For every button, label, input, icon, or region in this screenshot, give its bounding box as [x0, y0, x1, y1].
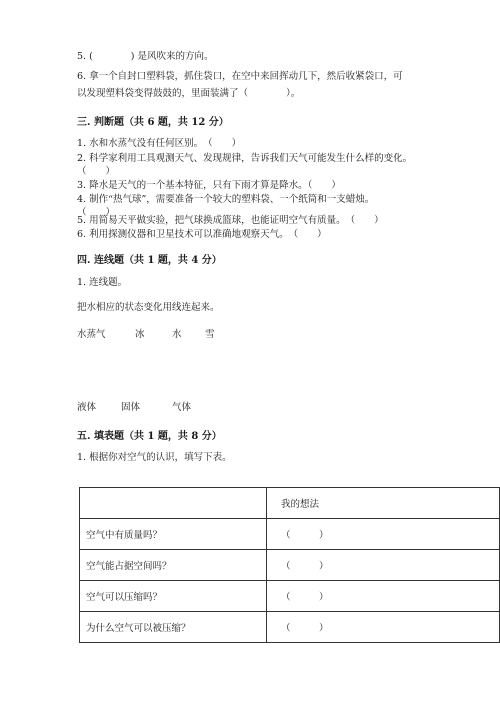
matching-instruction: 把水相应的状态变化用线连起来。	[77, 302, 220, 313]
table-question-cell: 空气可以压缩吗？	[80, 581, 267, 612]
table-answer-cell[interactable]: （ ）	[267, 519, 500, 550]
table-row	[80, 581, 500, 612]
table-row	[80, 612, 500, 643]
matching-top-item[interactable]: 水蒸气	[77, 329, 106, 340]
judge-2: 2. 科学家利用工具观测天气、发现规律，告诉我们天气可能发生什么样的变化。	[77, 153, 413, 164]
table-question-cell: 空气能占据空间吗？	[80, 550, 267, 581]
judge-4: 4. 制作“热气球”，需要准备一个较大的塑料袋、一个纸筒和一支蜡烛。	[77, 194, 375, 205]
fill-table-instruction: 1. 根据你对空气的认识，填写下表。	[77, 452, 232, 463]
q6-line-1: 6. 拿一个自封口塑料袋，抓住袋口，在空中来回挥动几下，然后收紧袋口，可	[77, 71, 403, 82]
matching-top-item[interactable]: 水	[172, 329, 182, 340]
matching-top-item[interactable]: 雪	[205, 329, 215, 340]
judge-2-paren: （ ）	[77, 166, 116, 177]
section-3-heading: 三. 判断题（共 6 题，共 12 分）	[77, 117, 229, 128]
table-question-cell: 空气中有质量吗？	[80, 519, 267, 550]
q5-line: 5. ( ) 是风吹来的方向。	[77, 51, 214, 62]
matching-bottom-item[interactable]: 液体	[77, 402, 97, 413]
matching-bottom-item[interactable]: 气体	[172, 402, 192, 413]
judge-5: 5. 用简易天平做实验，把气球换成篮球，也能证明空气有质量。 （ ）	[77, 215, 384, 226]
table-header-cell: 我的想法	[267, 488, 500, 519]
table-answer-cell[interactable]: （ ）	[267, 612, 500, 643]
q6-line-2: 以发现塑料袋变得鼓鼓的，里面装满了（ ）。	[77, 88, 301, 99]
matching-bottom-item[interactable]: 固体	[121, 402, 141, 413]
judge-4-paren: （ ）	[77, 207, 116, 218]
table-header-row	[80, 488, 500, 519]
section-4-heading: 四. 连线题（共 1 题，共 4 分）	[77, 255, 222, 266]
table-row	[80, 519, 500, 550]
air-knowledge-table	[79, 487, 500, 643]
table-answer-cell[interactable]: （ ）	[267, 581, 500, 612]
judge-6: 6. 利用探测仪器和卫星技术可以准确地观察天气。 （ ）	[77, 229, 327, 240]
table-answer-cell[interactable]: （ ）	[267, 550, 500, 581]
judge-3: 3. 降水是天气的一个基本特征，只有下雨才算是降水。（ ）	[77, 180, 341, 191]
table-question-cell: 为什么空气可以被压缩？	[80, 612, 267, 643]
section-5-heading: 五. 填表题（共 1 题，共 8 分）	[77, 431, 222, 442]
table-row	[80, 550, 500, 581]
table-header-empty-cell	[80, 488, 267, 519]
matching-top-item[interactable]: 冰	[135, 329, 145, 340]
matching-question: 1. 连线题。	[77, 277, 128, 288]
judge-1: 1. 水和水蒸气没有任何区别。 （ ）	[77, 138, 242, 149]
